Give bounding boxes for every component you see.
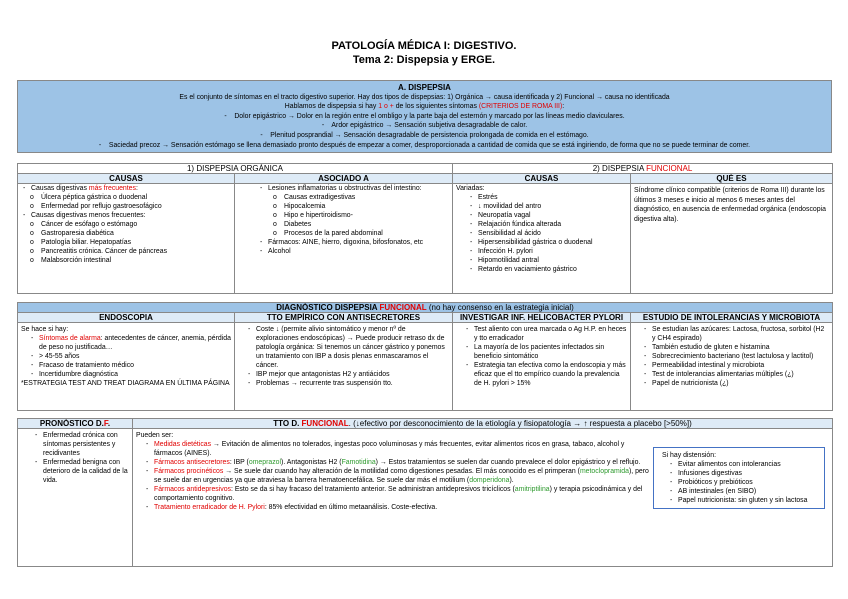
funcional-quees-header: QUÉ ES (631, 174, 833, 184)
farmacos-antidepresivos: - Fármacos antidepresivos: Esto se da si hay fracaso del tratamiento anterior. Se administran antidepresivos tricíclicos (amitriptilina) y terapia psicodinámica y del comportamiento cognitivo. (154, 485, 651, 503)
diagnostico-table (17, 302, 833, 411)
pronostico-header: PRONÓSTICO D.F. (18, 419, 133, 429)
list-item: - También estudio de gluten e histamina (652, 343, 829, 352)
list-item: o Procesos de la pared abdominal (284, 229, 449, 238)
pronostico-tratamiento-table (17, 418, 833, 567)
list-item: o Hipo e hipertiroidismo- (284, 211, 449, 220)
list-item: - Hipomotilidad antral (478, 256, 627, 265)
list-item: - Retardo en vaciamiento gástrico (478, 265, 627, 274)
distension-box (653, 447, 825, 509)
endo-intro: Se hace si hay: (21, 326, 69, 333)
organica-asociado-header: ASOCIADO A (235, 174, 453, 184)
list-item: o Hipocalcemia (284, 202, 449, 211)
distension-box-wrap (651, 431, 829, 513)
helicobacter-cell (453, 323, 631, 411)
tto-empirico-cell (235, 323, 453, 411)
list-item: - Alcohol (268, 247, 449, 256)
list-item: - Relajación fúndica alterada (478, 220, 627, 229)
list-item: - Neuropatía vagal (478, 211, 627, 220)
list-item: - Test de intolerancias alimentarias múltiples (¿) (652, 370, 829, 379)
tratamiento-list (136, 431, 651, 513)
list-item: - La mayoría de los pacientes infectados sin beneficio sintomático (474, 343, 627, 361)
endoscopia-header: ENDOSCOPIA (18, 313, 235, 323)
funcional-quees-cell: Síndrome clínico compatible (criterios de Roma III) durante los últimos 3 meses e inicio al menos 6 meses antes del diagnóstico, en ausencia de enfermedad orgánica (endoscopia digestiva alta). (631, 184, 833, 294)
list-item: - Infusiones digestivas (678, 469, 816, 478)
list-item: - Papel de nutricionista (¿) (652, 379, 829, 388)
tratamiento-header: TTO D. FUNCIONAL. (↓efectivo por desconocimiento de la etiología y fisiopatología → ↑ respuesta a placebo [>50%]) (133, 419, 833, 429)
tto-empirico-header: TTO EMPÍRICO CON ANTISECRETORES (235, 313, 453, 323)
criteria-plenitud: - Plenitud posprandial → Sensación desagradable de persistencia prolongada de comida en el estómago. (260, 131, 589, 139)
criteria-dolor: - Dolor epigástrico → Dolor en la región entre el ombligo y la parte baja del esternón y marcado por las líneas medio claviculares. (224, 112, 625, 120)
medidas-dieteticas: - Medidas dietéticas → Evitación de alimentos no tolerados, ingestas poco voluminosas y más frecuentes, evitar alimentos ricos en grasa, tabaco, alcohol y fármacos (AINES). (154, 440, 651, 458)
list-item: - Coste ↓ (permite alivio sintomático y menor nº de exploraciones endoscópicas) → Puede producir retraso dx de patología orgánica: Si tenemos un cáncer gástrico y ponemos un tratamiento con IBP a dosis plenas enmascaramos el cáncer. (256, 325, 449, 370)
criteria-saciedad: - Saciedad precoz → Sensación estómago se llena demasiado pronto después de empezar a comer, desproporcionada a cantidad de comida que se está ingiriendo, de forma que no se puede terminar de comer. (98, 141, 751, 149)
dispepsia-intro (18, 81, 832, 153)
list-item: - Test aliento con urea marcada o Ag H.P. en heces y tto erradicador (474, 325, 627, 343)
list-item: o Pancreatitis crónica. Cáncer de páncreas (41, 247, 231, 256)
tratamiento-erradicador: - Tratamiento erradicador de H. Pylori: 85% efectividad en último metaanálisis. Coste-efectiva. (154, 503, 651, 512)
intolerancias-cell (631, 323, 833, 411)
list-item: - Permeabilidad intestinal y microbiota (652, 361, 829, 370)
funcional-causas-cell (453, 184, 631, 294)
list-item: - ↓ movilidad del antro (478, 202, 627, 211)
funcional-causas-header: CAUSAS (453, 174, 631, 184)
pronostico-cell (18, 429, 133, 567)
test-and-treat-note: *ESTRATEGIA TEST AND TREAT DIAGRAMA EN ÚLTIMA PÁGINA (21, 380, 230, 387)
dispepsia-types-table (17, 163, 833, 294)
list-item: - Evitar alimentos con intolerancias (678, 460, 816, 469)
list-item: - Enfermedad crónica con síntomas persistentes y recidivantes (43, 431, 129, 458)
list-item: - Infección H. pylori (478, 247, 627, 256)
helicobacter-header: INVESTIGAR INF. HELICOBACTER PYLORI (453, 313, 631, 323)
list-item: o Cáncer de esófago o estómago (41, 220, 231, 229)
list-item: - Problemas → recurrente tras suspensión tto. (256, 379, 449, 388)
organica-causas-cell (18, 184, 235, 294)
organica-causas-header: CAUSAS (18, 174, 235, 184)
dispepsia-intro-table (17, 80, 832, 153)
intro-line-2: Hablamos de dispepsia si hay 1 o + de los siguientes síntomas (CRITERIOS DE ROMA III): (284, 103, 565, 111)
variadas-label: Variadas: (456, 185, 485, 192)
list-item: - IBP mejor que antagonistas H2 y antiácidos (256, 370, 449, 379)
list-item: - Fármacos: AINE, hierro, digoxina, bifosfonatos, etc (268, 238, 449, 247)
diagnostico-title: DIAGNÓSTICO DISPEPSIA FUNCIONAL (no hay consenso en la estrategia inicial) (18, 303, 833, 313)
section-a-title: A. DISPEPSIA (398, 83, 451, 92)
list-item: - Lesiones inflamatorias u obstructivas del intestino: (268, 184, 449, 193)
list-item: o Causas extradigestivas (284, 193, 449, 202)
endoscopia-cell (18, 323, 235, 411)
list-item: - Fracaso de tratamiento médico (39, 361, 231, 370)
list-item: o Gastroparesia diabética (41, 229, 231, 238)
list-item: - Probióticos y prebióticos (678, 478, 816, 487)
list-item: - Sensibilidad al ácido (478, 229, 627, 238)
tratamiento-cell (133, 429, 833, 567)
intro-line-1: Es el conjunto de síntomas en el tracto digestivo superior. Hay dos tipos de dispepsias: 1) Orgánica → causa identificada y 2) Funcional → causa no identificada (179, 93, 670, 101)
list-item: - AB intestinales (en SIBO) (678, 487, 816, 496)
farmacos-antisecretores: - Fármacos antisecretores: IBP (omeprazol). Antagonistas H2 (Famotidina) → Estos tratamientos se suelen dar cuando prevalece el dolor epigástrico y el reflujo. (154, 458, 651, 467)
funcional-title: 2) DISPEPSIA FUNCIONAL (453, 164, 833, 174)
list-item: - Enfermedad benigna con deterioro de la calidad de la vida. (43, 458, 129, 485)
organica-asociado-cell (235, 184, 453, 294)
list-item: - > 45-55 años (39, 352, 231, 361)
organica-title: 1) DISPEPSIA ORGÁNICA (18, 164, 453, 174)
document-title: PATOLOGÍA MÉDICA I: DIGESTIVO. (331, 40, 517, 52)
list-item: - Estrés (478, 193, 627, 202)
tto-intro: Pueden ser: (136, 432, 174, 439)
distension-intro: Si hay distensión: (662, 452, 717, 459)
list-item: o Diabetes (284, 220, 449, 229)
list-item: o Malabsorción intestinal (41, 256, 231, 265)
list-item: - Se estudian las azúcares: Lactosa, fructosa, sorbitol (H2 y CH4 espirado) (652, 325, 829, 343)
list-item: o Úlcera péptica gástrica o duodenal (41, 193, 231, 202)
list-item: - Estrategia tan efectiva como la endoscopia y más eficaz que el tto empírico cuando la prevalencia de H. pylori > 15% (474, 361, 627, 388)
criteria-ardor: - Ardor epigástrico → Sensación subjetiva desagradable de calor. (321, 122, 528, 130)
list-item: o Patología biliar. Hepatopatías (41, 238, 231, 247)
list-item: - Incertidumbre diagnóstica (39, 370, 231, 379)
list-item: - Papel nutricionista: sin gluten y sin lactosa (678, 496, 816, 505)
farmacos-procineticos: - Fármacos procinéticos → Se suele dar cuando hay alteración de la motilidad como digestiones pesadas. El más conocido es el primperan (metoclopramida), pero se suele dar en urgencias ya que atraviesa la barrera hematoencefálica. Se suele dar más el motilium (domperidona). (154, 467, 651, 485)
list-item: o Enfermedad por reflujo gastroesofágico (41, 202, 231, 211)
document-subtitle: Tema 2: Dispepsia y ERGE. (352, 54, 496, 66)
intolerancias-header: ESTUDIO DE INTOLERANCIAS Y MICROBIOTA (631, 313, 833, 323)
causas-menos-frecuentes: - Causas digestivas menos frecuentes: (31, 211, 231, 220)
causas-frecuentes: - Causas digestivas más frecuentes: (31, 184, 231, 193)
sintomas-alarma: - Síntomas de alarma: antecedentes de cáncer, anemia, pérdida de peso no justificada… (39, 334, 231, 352)
list-item: - Sobrecrecimiento bacteriano (test lactulosa y lactitol) (652, 352, 829, 361)
list-item: - Hipersensibilidad gástrica o duodenal (478, 238, 627, 247)
